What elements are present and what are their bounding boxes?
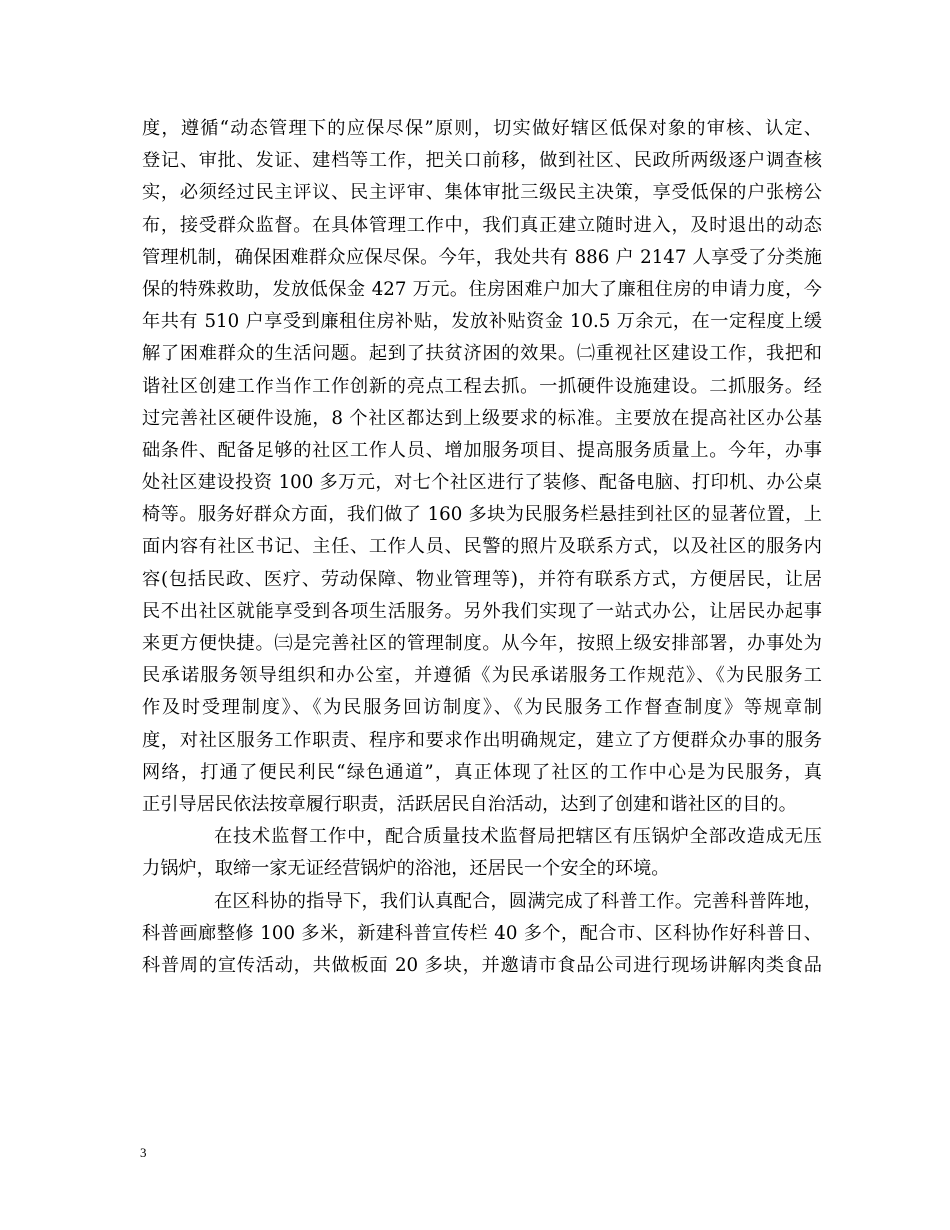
- text-line: 科普画廊整修 100 多米，新建科普宣传栏 40 多个，配合市、区科协作好科普日、: [142, 922, 822, 944]
- text-line: 在区科协的指导下，我们认真配合，圆满完成了科普工作。完善科普阵地，: [214, 890, 822, 912]
- text-line: 度，对社区服务工作职责、程序和要求作出明确规定，建立了方便群众办事的服务: [142, 729, 822, 751]
- body-text: [142, 113, 822, 982]
- text-line: 椅等。服务好群众方面，我们做了 160 多块为民服务栏悬挂到社区的显著位置，上: [142, 504, 822, 526]
- text-line: 础条件、配备足够的社区工作人员、增加服务项目、提高服务质量上。今年，办事: [142, 439, 822, 461]
- text-line: 面内容有社区书记、主任、工作人员、民警的照片及联系方式，以及社区的服务内: [142, 536, 822, 558]
- text-line: 来更方便快捷。㈢是完善社区的管理制度。从今年，按照上级安排部署，办事处为: [142, 633, 822, 654]
- text-line: 布，接受群众监督。在具体管理工作中，我们真正建立随时进入，及时退出的动态: [142, 214, 822, 236]
- text-line: 处社区建设投资 100 多万元，对七个社区进行了装修、配备电脑、打印机、办公桌: [142, 472, 822, 494]
- text-line: 谐社区创建工作当作工作创新的亮点工程去抓。一抓硬件设施建设。二抓服务。经: [142, 375, 822, 397]
- text-line: 作及时受理制度》、《为民服务回访制度》、《为民服务工作督查制度》等规章制: [142, 697, 822, 719]
- text-line: 保的特殊救助，发放低保金 427 万元。住房困难户加大了廉租住房的申请力度，今: [142, 278, 822, 300]
- text-line: 实，必须经过民主评议、民主评审、集体审批三级民主决策，享受低保的户张榜公: [142, 182, 822, 204]
- text-line: 度，遵循“动态管理下的应保尽保”原则，切实做好辖区低保对象的审核、认定、: [142, 118, 822, 139]
- text-line: 科普周的宣传活动，共做板面 20 多块，并邀请市食品公司进行现场讲解肉类食品: [142, 954, 822, 976]
- text-line: 民承诺服务领导组织和办公室，并遵循《为民承诺服务工作规范》、《为民服务工: [142, 665, 822, 687]
- text-line: 网络，打通了便民利民“绿色通道”，真正体现了社区的工作中心是为民服务，真: [142, 761, 822, 783]
- text-line: 过完善社区硬件设施，8 个社区都达到上级要求的标准。主要放在提高社区办公基: [142, 407, 822, 429]
- text-line: 登记、审批、发证、建档等工作，把关口前移，做到社区、民政所两级逐户调查核: [142, 150, 822, 172]
- text-line: 年共有 510 户享受到廉租住房补贴，发放补贴资金 10.5 万余元，在一定程度上缓: [142, 311, 822, 333]
- text-line: 解了困难群众的生活问题。起到了扶贫济困的效果。㈡重视社区建设工作，我把和: [142, 343, 822, 365]
- text-line: 管理机制，确保困难群众应保尽保。今年，我处共有 886 户 2147 人享受了分类施: [142, 246, 822, 268]
- text-line: 容(包括民政、医疗、劳动保障、物业管理等)，并符有联系方式，方便居民，让居: [142, 568, 822, 590]
- text-line: 在技术监督工作中，配合质量技术监督局把辖区有压锅炉全部改造成无压: [214, 826, 822, 848]
- page-number: 3: [140, 1145, 147, 1160]
- text-line: 正引导居民依法按章履行职责，活跃居民自治活动，达到了创建和谐社区的目的。: [142, 793, 797, 815]
- text-line: 民不出社区就能享受到各项生活服务。另外我们实现了一站式办公，让居民办起事: [142, 600, 822, 622]
- text-line: 力锅炉，取缔一家无证经营锅炉的浴池，还居民一个安全的环境。: [142, 858, 670, 880]
